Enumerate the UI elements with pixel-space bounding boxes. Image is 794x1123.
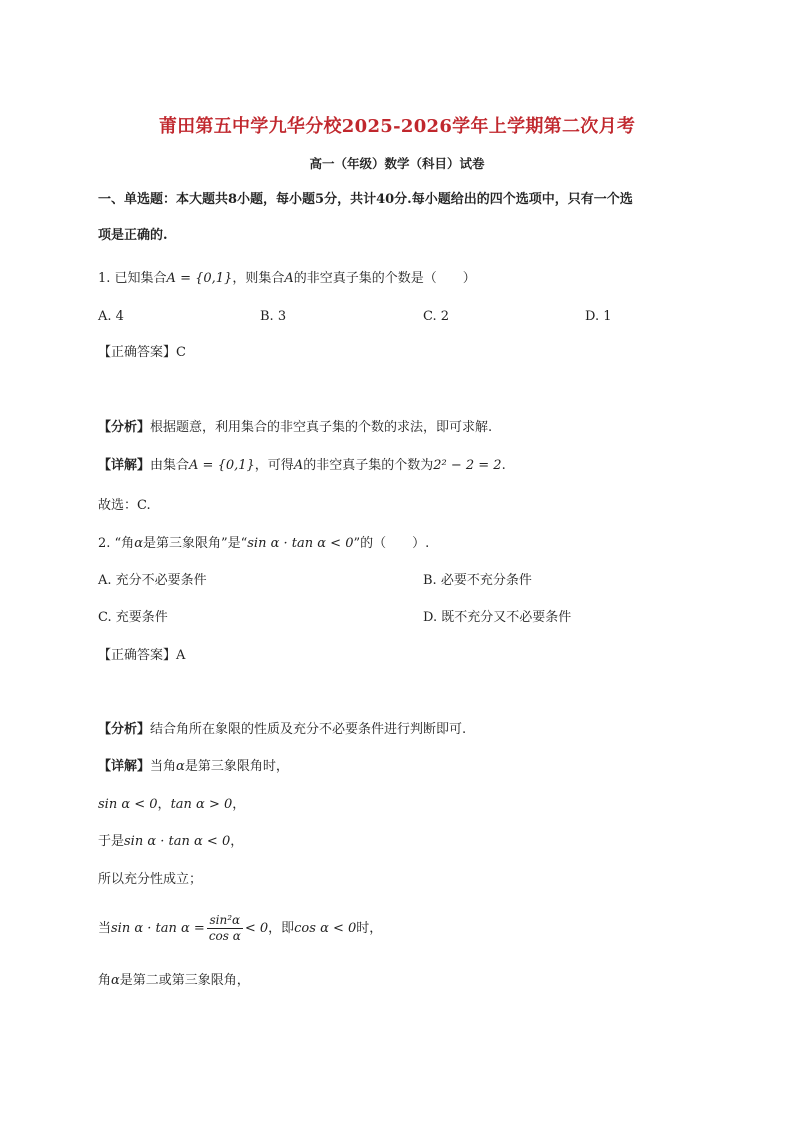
analysis-text: 根据题意，利用集合的非空真子集的个数的求法，即可求解. (150, 420, 493, 435)
detail-expr: 2² − 2 = 2 (433, 458, 502, 473)
sin-tan-sep: ， (157, 797, 171, 812)
question-2-text-a: 2. “角 (98, 536, 135, 551)
cos-inequality: cos α < 0 (294, 921, 357, 936)
exam-title: 莆田第五中学九华分校2025-2026学年上学期第二次月考 (158, 116, 636, 137)
detail-text-c: 的非空真子集的个数为 (303, 458, 434, 473)
analysis-text-2: 结合角所在象限的性质及充分不必要条件进行判断即可. (150, 722, 467, 737)
yushi-line (98, 833, 243, 851)
quadrant-text-a: 角 (98, 973, 112, 988)
question-2-alpha: α (134, 536, 143, 551)
question-1-answer: 【正确答案】C (98, 345, 186, 360)
question-1-choose: 故选：C. (98, 498, 151, 513)
question-1-var: A (284, 271, 294, 286)
detail-text-a: 由集合 (150, 458, 190, 473)
question-1-analysis (98, 419, 492, 437)
detail-2-text-b: 是第三象限角时， (184, 759, 289, 774)
section-heading-line2: 项是正确的. (98, 228, 168, 243)
detail-tag-2: 【详解】 (98, 759, 151, 774)
detail-2-text-a: 当角 (150, 759, 177, 774)
question-2-option-a: A. 充分不必要条件 (98, 573, 207, 588)
question-2-option-d: D. 既不充分又不必要条件 (423, 610, 572, 625)
yushi-end: ， (230, 834, 244, 849)
yushi-expr: sin α · tan α < 0 (124, 834, 231, 849)
question-2-expr: sin α · tan α < 0 (247, 536, 354, 551)
detail-2-alpha: α (176, 759, 185, 774)
necessity-line (98, 912, 382, 946)
question-1-option-d: D. 1 (585, 309, 612, 324)
exam-subtitle: 高一（年级）数学（科目）试卷 (309, 156, 485, 171)
when-expr: sin α · tan α = (111, 921, 205, 936)
sin-tan-end: ， (232, 797, 246, 812)
question-2-text-c: ”的（ ）. (353, 536, 430, 551)
question-1-text-a: 1. 已知集合 (98, 271, 167, 286)
quadrant-alpha: α (111, 973, 120, 988)
question-2-answer: 【正确答案】A (98, 648, 186, 663)
question-2-text-b: 是第三象限角”是“ (142, 536, 248, 551)
quadrant-text-b: 是第二或第三象限角， (119, 973, 250, 988)
detail-tag: 【详解】 (98, 458, 151, 473)
question-1-option-c: C. 2 (423, 309, 450, 324)
question-2-analysis (98, 721, 466, 739)
fraction-numerator: sin²α (207, 913, 243, 929)
when-less-than: < 0 (244, 921, 269, 936)
when-text-b: ，即 (268, 921, 295, 936)
detail-text-b: ，可得 (254, 458, 294, 473)
detail-set-expr: A = {0,1} (189, 458, 255, 473)
question-1-text-c: 的非空真子集的个数是（ ） (293, 271, 476, 286)
sin-inequality: sin α < 0 (98, 797, 158, 812)
detail-end: . (501, 458, 506, 473)
sin-tan-line (98, 796, 245, 814)
question-2-stem (98, 535, 429, 553)
question-2-option-b: B. 必要不充分条件 (423, 573, 532, 588)
analysis-tag-2: 【分析】 (98, 722, 151, 737)
yushi-text: 于是 (98, 834, 125, 849)
detail-var: A (293, 458, 304, 473)
when-text-c: 时， (356, 921, 383, 936)
question-1-option-a: A. 4 (98, 309, 124, 324)
tan-inequality: tan α > 0 (170, 797, 233, 812)
question-1-stem (98, 270, 476, 288)
question-1-text-b: ，则集合 (232, 271, 285, 286)
fraction (207, 913, 243, 944)
when-text-a: 当 (98, 921, 112, 936)
sufficiency-conclusion: 所以充分性成立； (98, 872, 203, 887)
fraction-denominator: cos α (208, 929, 241, 943)
question-2-option-c: C. 充要条件 (98, 610, 168, 625)
question-1-set-expr: A = {0,1} (166, 271, 233, 286)
quadrant-line (98, 972, 250, 990)
section-heading-line1: 一、单选题：本大题共8小题，每小题5分，共计40分.每小题给出的四个选项中，只有一个选 (98, 192, 633, 207)
question-1-detail (98, 457, 506, 475)
question-2-detail (98, 758, 289, 776)
analysis-tag: 【分析】 (98, 420, 151, 435)
question-1-option-b: B. 3 (260, 309, 287, 324)
